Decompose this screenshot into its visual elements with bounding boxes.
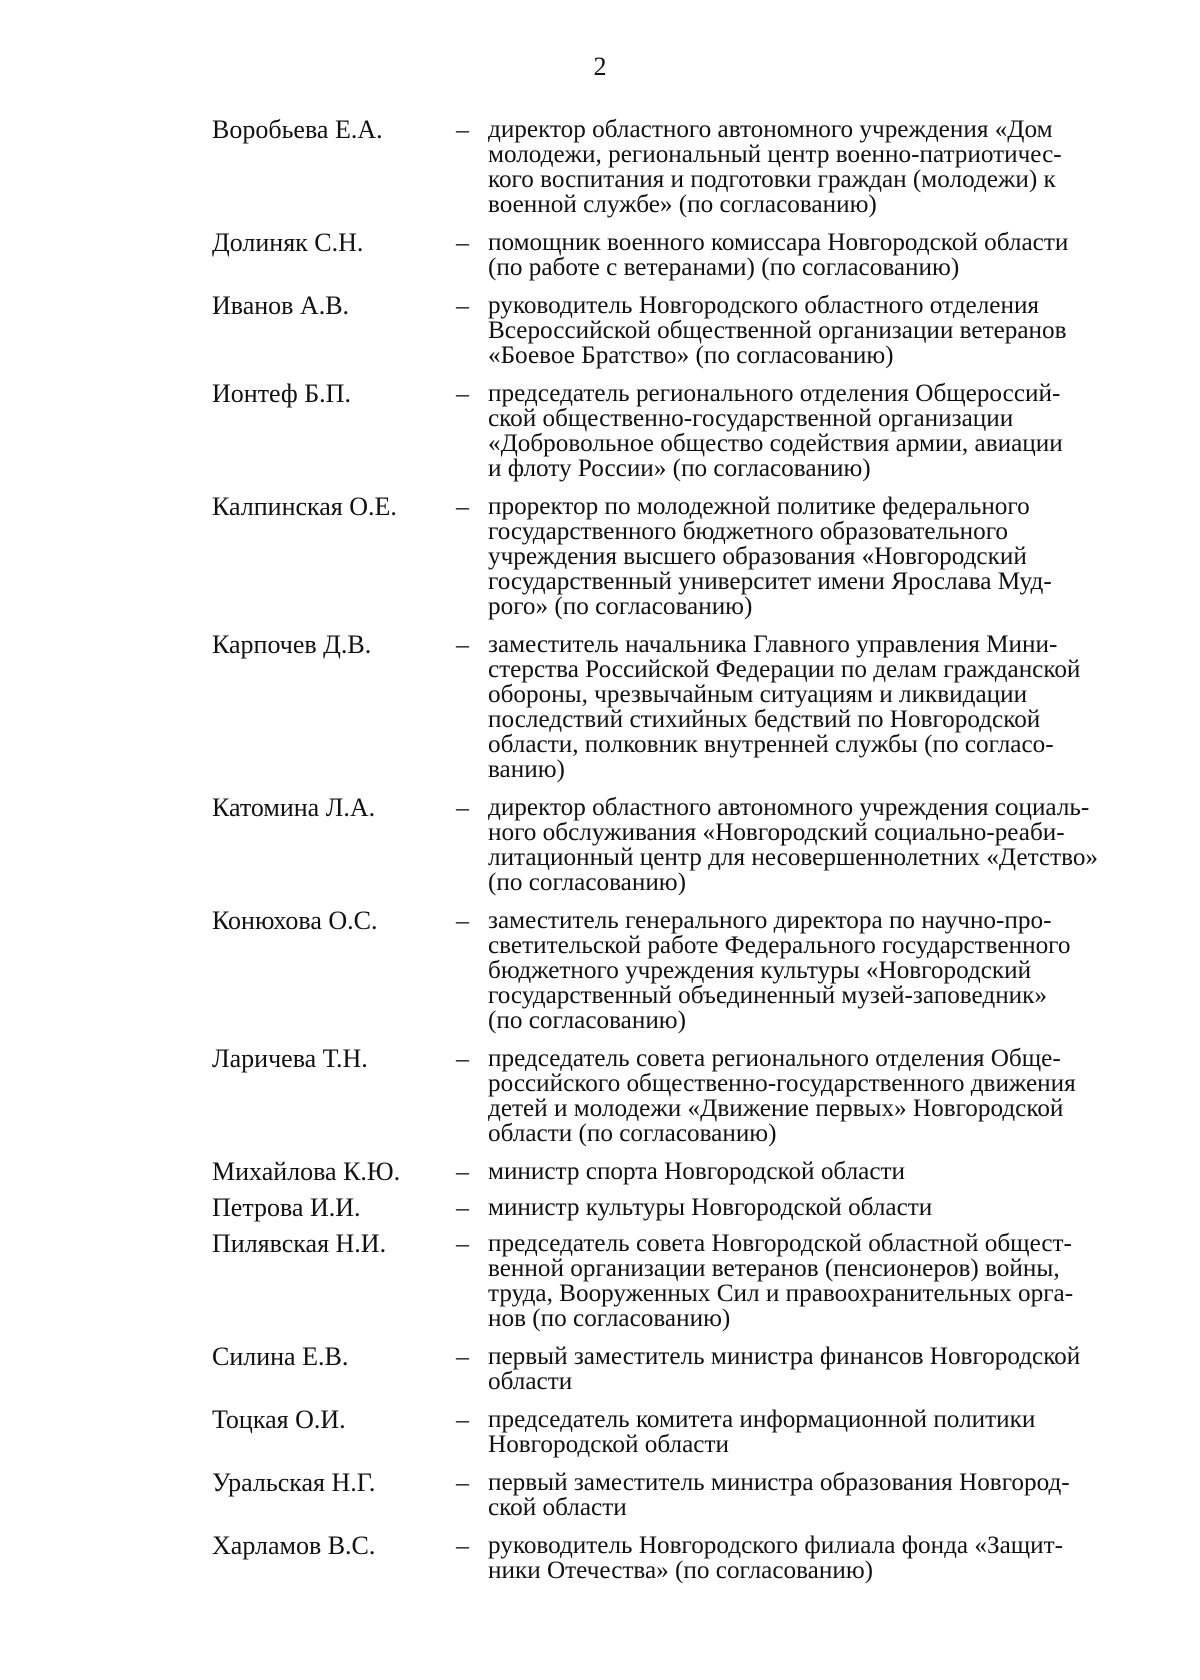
member-name: Ларичева Т.Н. — [212, 1044, 368, 1073]
member-dash: – — [456, 1342, 469, 1371]
member-name: Петрова И.И. — [212, 1193, 361, 1222]
member-dash: – — [456, 379, 469, 408]
member-row — [212, 1407, 1162, 1457]
member-row — [212, 908, 1162, 1033]
member-row — [212, 230, 1162, 280]
member-position: руководитель Новгородского областного отделения Всероссийской общественной организации ветеранов «Боевое Братство» (по согласованию) — [488, 292, 1067, 369]
member-dash: – — [456, 1468, 469, 1497]
member-position: первый заместитель министра финансов Новгородской области — [488, 1343, 1081, 1395]
member-position: председатель регионального отделения Общероссий- ской общественно-государственной организации «Добровольное общество содействия армии, авиации и флоту России» (по согласованию) — [488, 380, 1063, 482]
member-position: помощник военного комиссара Новгородской области (по работе с ветеранами) (по согласованию) — [488, 229, 1069, 281]
member-name: Катомина Л.А. — [212, 793, 376, 822]
member-name: Тоцкая О.И. — [212, 1405, 346, 1434]
member-row — [212, 381, 1162, 481]
member-row — [212, 1344, 1162, 1394]
member-position: первый заместитель министра образования Новгород- ской области — [488, 1469, 1070, 1521]
member-row — [212, 1533, 1162, 1583]
member-row — [212, 1470, 1162, 1520]
member-dash: – — [456, 492, 469, 521]
member-position: министр спорта Новгородской области — [488, 1158, 906, 1185]
member-row — [212, 632, 1162, 782]
member-name: Харламов В.С. — [212, 1531, 376, 1560]
member-dash: – — [456, 1044, 469, 1073]
member-position: председатель совета Новгородской областной общест- венной организации ветеранов (пенсионеров) войны, труда, Вооруженных Сил и правоохранительных орга- нов (по согласованию) — [488, 1230, 1074, 1332]
member-dash: – — [456, 1193, 469, 1222]
member-name: Воробьева Е.А. — [212, 115, 383, 144]
member-position: председатель совета регионального отделения Обще- российского общественно-государственного движения детей и молодежи «Движение первых» Новгородской области (по согласованию) — [488, 1045, 1076, 1147]
member-row — [212, 117, 1162, 217]
member-dash: – — [456, 630, 469, 659]
member-dash: – — [456, 793, 469, 822]
member-name: Михайлова К.Ю. — [212, 1157, 401, 1186]
member-dash: – — [456, 1531, 469, 1560]
member-row — [212, 795, 1162, 895]
member-position: руководитель Новгородского филиала фонда «Защит- ники Отечества» (по согласованию) — [488, 1532, 1064, 1584]
member-dash: – — [456, 228, 469, 257]
member-dash: – — [456, 1405, 469, 1434]
page-number: 2 — [593, 52, 607, 81]
member-dash: – — [456, 115, 469, 144]
member-name: Ионтеф Б.П. — [212, 379, 351, 408]
member-position: министр культуры Новгородской области — [488, 1194, 933, 1221]
member-row — [212, 1046, 1162, 1146]
member-name: Силина Е.В. — [212, 1342, 349, 1371]
member-dash: – — [456, 1157, 469, 1186]
member-name: Иванов А.В. — [212, 291, 350, 320]
member-row — [212, 293, 1162, 368]
member-name: Пилявская Н.И. — [212, 1229, 387, 1258]
member-name: Уральская Н.Г. — [212, 1468, 376, 1497]
member-dash: – — [456, 1229, 469, 1258]
member-name: Долиняк С.Н. — [212, 228, 364, 257]
member-name: Конюхова О.С. — [212, 906, 378, 935]
member-name: Калпинская О.Е. — [212, 492, 397, 521]
member-row — [212, 1159, 1162, 1184]
member-row — [212, 1231, 1162, 1331]
member-row — [212, 1195, 1162, 1220]
member-dash: – — [456, 291, 469, 320]
member-position: заместитель начальника Главного управления Мини- стерства Российской Федерации по делам гражданской обороны, чрезвычайным ситуациям и ликвидации последствий стихийных бедствий по Новгородской области, полковник внутренней службы (по согласо- ванию) — [488, 631, 1081, 783]
member-position: проректор по молодежной политике федерального государственного бюджетного образовательного учреждения высшего образования «Новгородский государственный университет имени Ярослава Муд- рого» (по согласованию) — [488, 493, 1052, 620]
member-position: директор областного автономного учреждения социаль- ного обслуживания «Новгородский социально-реаби- литационный центр для несовершеннолетних «Детство» (по согласованию) — [488, 794, 1099, 896]
member-name: Карпочев Д.В. — [212, 630, 372, 659]
member-dash: – — [456, 906, 469, 935]
member-position: заместитель генерального директора по научно-про- светительской работе Федерального государственного бюджетного учреждения культуры «Новгородский государственный объединенный музей-заповедник» (по согласованию) — [488, 907, 1071, 1034]
member-position: председатель комитета информационной политики Новгородской области — [488, 1406, 1036, 1458]
member-row — [212, 494, 1162, 619]
members-list — [212, 117, 1162, 1583]
member-position: директор областного автономного учреждения «Дом молодежи, региональный центр военно-патриотичес- кого воспитания и подготовки граждан (молодежи) к военной службе» (по согласованию) — [488, 116, 1062, 218]
